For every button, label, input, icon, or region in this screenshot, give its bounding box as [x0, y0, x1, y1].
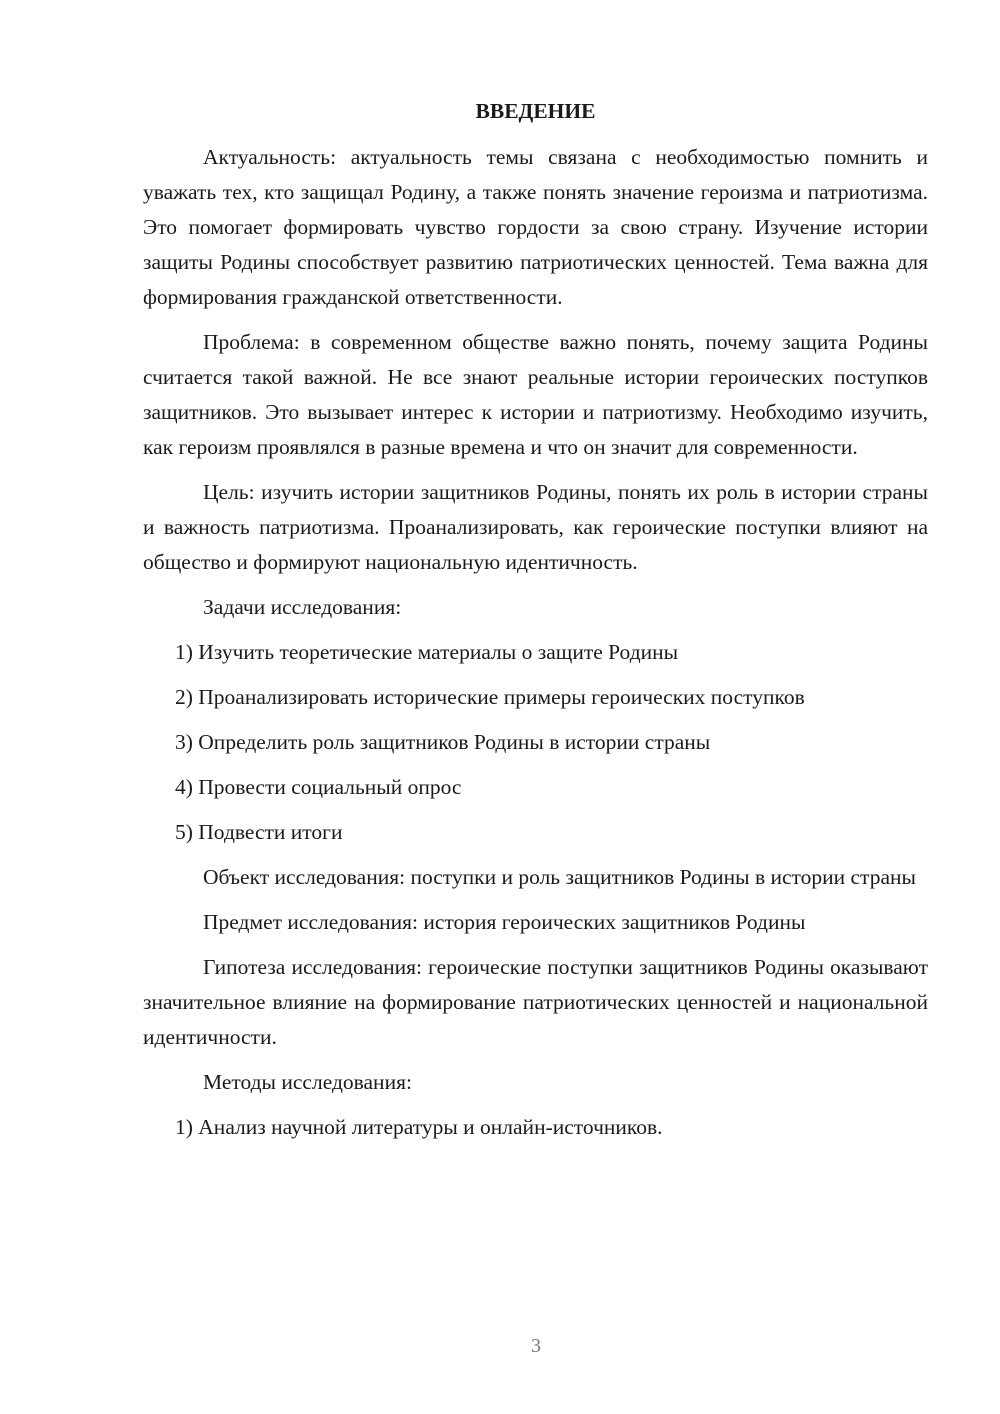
task-item-1: 1) Изучить теоретические материалы о защите Родины: [175, 640, 679, 664]
tasks-heading: Задачи исследования:: [203, 595, 402, 619]
page-number: 3: [531, 1335, 541, 1357]
task-item-5: 5) Подвести итоги: [175, 820, 343, 844]
document-page: [143, 96, 928, 1155]
task-item-2: 2) Проанализировать исторические примеры героических поступков: [175, 685, 805, 709]
page-title: ВВЕДЕНИЕ: [475, 99, 596, 123]
task-item-3: 3) Определить роль защитников Родины в истории страны: [175, 730, 711, 754]
problem-paragraph: Проблема: в современном обществе важно понять, почему защита Родины считается такой важной. Не все знают реальные истории героических поступков защитников. Это вызывает интерес к истории и патриотизму. Необходимо изучить, как героизм проявлялся в разные времена и что он значит для современности.: [143, 330, 928, 459]
methods-heading: Методы исследования:: [203, 1070, 412, 1094]
goal-paragraph: Цель: изучить истории защитников Родины, понять их роль в истории страны и важность патриотизма. Проанализировать, как героические поступки влияют на общество и формируют национальную идентичность.: [143, 480, 928, 574]
subject-paragraph: Предмет исследования: история героических защитников Родины: [203, 910, 806, 934]
object-paragraph: Объект исследования: поступки и роль защитников Родины в истории страны: [203, 865, 916, 889]
method-item-1: 1) Анализ научной литературы и онлайн-источников.: [175, 1115, 663, 1139]
hypothesis-paragraph: Гипотеза исследования: героические поступки защитников Родины оказывают значительное влияние на формирование патриотических ценностей и национальной идентичности.: [143, 955, 928, 1049]
task-item-4: 4) Провести социальный опрос: [175, 775, 462, 799]
relevance-paragraph: Актуальность: актуальность темы связана с необходимостью помнить и уважать тех, кто защищал Родину, а также понять значение героизма и патриотизма. Это помогает формировать чувство гордости за свою страну. Изучение истории защиты Родины способствует развитию патриотических ценностей. Тема важна для формирования гражданской ответственности.: [143, 145, 928, 309]
